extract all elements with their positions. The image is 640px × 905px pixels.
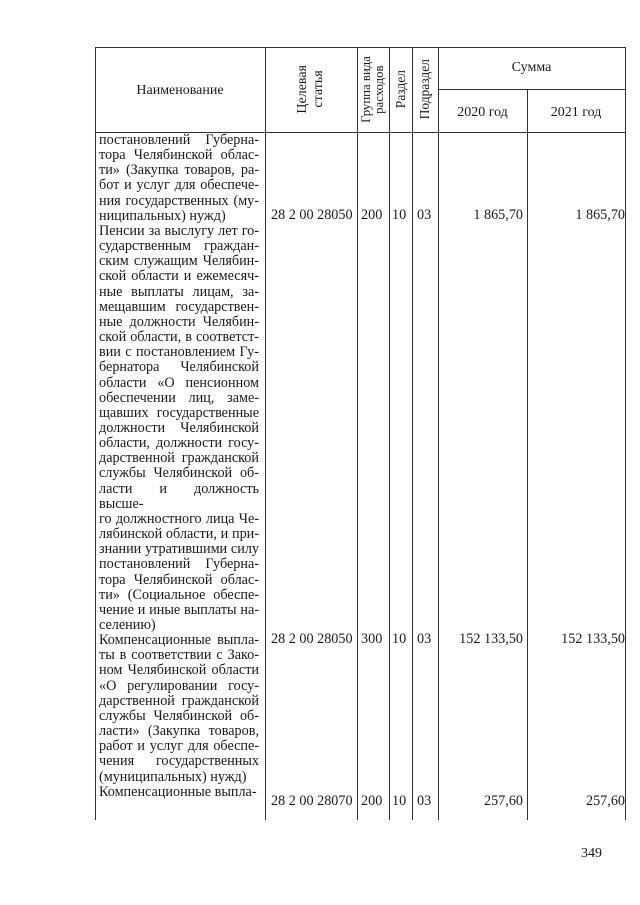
row-2-line-6: ласти» (Закупка товаров,: [99, 723, 259, 740]
row-2-line-7: работ и услуг для обеспе-: [99, 738, 259, 755]
name-column: [99, 133, 259, 800]
row-1-line-12: щавших государственные: [99, 404, 259, 421]
row-2-section: 10: [392, 793, 407, 809]
header-subsection: Подраздел: [417, 59, 432, 120]
row-0-sum-2021: 1 865,70: [575, 207, 625, 223]
row-1-target: 28 2 00 28050: [271, 631, 353, 647]
page-number: 349: [581, 846, 602, 861]
row-2-line-5: службы Челябинской об-: [99, 707, 259, 724]
header-year-2021: 2021 год: [550, 105, 602, 120]
row-1-section: 10: [392, 631, 407, 647]
row-0-line-1: тора Челябинской облас-: [99, 147, 259, 164]
row-1-line-14: области, должности госу-: [99, 435, 259, 452]
row-1-line-10: области «О пенсионном: [99, 374, 259, 391]
row-1-line-23: ти» (Социальное обеспе-: [99, 586, 259, 603]
row-1-line-8: вии с постановлением Гу-: [99, 344, 259, 361]
header-section: Раздел: [392, 70, 408, 109]
row-0-line-0: постановлений Губерна-: [99, 132, 259, 148]
header-section-cell: [389, 47, 412, 132]
header-subsection-cell: [412, 47, 438, 132]
row-2-line-3: «О регулировании госу-: [99, 677, 259, 694]
row-1-line-17: ласти и должность высше-: [99, 480, 259, 512]
row-0-section: 10: [392, 207, 407, 223]
row-1-line-11: обеспечении лиц, заме-: [99, 389, 259, 406]
col-border-subsection: [412, 47, 413, 820]
row-0-sum-2020: 1 865,70: [473, 207, 523, 223]
header-year-2020: 2020 год: [457, 105, 508, 120]
budget-table: [95, 47, 626, 820]
sum-header-divider: [438, 89, 626, 90]
row-0-line-3: бот и услуг для обеспече-: [99, 177, 259, 194]
row-2-target: 28 2 00 28070: [271, 793, 353, 809]
row-1-line-0: Пенсии за выслугу лет го-: [99, 222, 259, 239]
row-2-line-4: дарственной гражданской: [99, 692, 259, 709]
header-group-cell: [357, 47, 389, 132]
row-1-line-13: должности Челябинской: [99, 419, 259, 436]
row-1-line-18: го должностного лица Че-: [99, 510, 259, 527]
row-0-subsection: 03: [417, 207, 432, 223]
header-target-cell: [265, 47, 357, 132]
col-border-right: [625, 47, 626, 820]
header-sum: Сумма: [511, 60, 552, 75]
col-border-section: [389, 47, 390, 820]
header-target: Целевая статья: [295, 65, 326, 114]
row-0-line-2: ти» (Закупка товаров, ра-: [99, 162, 259, 179]
row-1-line-2: ским служащим Челябин-: [99, 253, 259, 270]
row-0-line-4: ния государственных (му-: [99, 192, 259, 209]
row-1-line-19: лябинской области, и при-: [99, 526, 259, 543]
row-1-line-25: селению): [99, 617, 156, 633]
row-1-line-6: ные должности Челябин-: [99, 313, 259, 330]
col-border-year2: [527, 89, 528, 820]
row-1-line-20: знании утратившими силу: [99, 541, 259, 558]
col-border-target: [265, 47, 266, 820]
row-2-line-8: чения государственных: [99, 753, 259, 770]
row-1-line-16: службы Челябинской об-: [99, 465, 259, 482]
header-group: Группа вида расходов: [359, 56, 386, 123]
row-1-line-1: сударственным граждан-: [99, 238, 259, 255]
row-1-line-9: бернатора Челябинской: [99, 359, 259, 376]
row-1-subsection: 03: [417, 631, 432, 647]
row-1-line-22: тора Челябинской облас-: [99, 571, 259, 588]
row-1-line-4: ные выплаты лицам, за-: [99, 283, 259, 300]
row-1-line-5: мещавшим государствен-: [99, 298, 259, 315]
row-0-group: 200: [361, 207, 383, 223]
row-1-line-24: чение и иные выплаты на-: [99, 601, 259, 618]
col-border-left: [95, 47, 96, 820]
row-0-line-5: ниципальных) нужд): [99, 207, 226, 224]
header-name: Наименование: [136, 83, 224, 98]
row-1-line-3: ской области и ежемесяч-: [99, 268, 259, 285]
col-border-sum: [438, 47, 439, 820]
row-2-sum-2020: 257,60: [483, 793, 523, 809]
col-border-group: [357, 47, 358, 820]
row-1-sum-2021: 152 133,50: [561, 631, 625, 647]
row-2-group: 200: [361, 793, 383, 809]
row-1-group: 300: [361, 631, 383, 647]
row-1-line-21: постановлений Губерна-: [99, 556, 259, 573]
row-0-target: 28 2 00 28050: [271, 207, 353, 223]
row-1-line-15: дарственной гражданской: [99, 450, 259, 467]
row-2-line-1: ты в соответствии с Зако-: [99, 647, 259, 664]
row-2-sum-2021: 257,60: [585, 793, 625, 809]
row-3-line-0: Компенсационные выпла-: [99, 783, 257, 800]
row-2-line-9: (муниципальных) нужд): [99, 768, 247, 785]
row-2-subsection: 03: [417, 793, 432, 809]
row-2-line-2: ном Челябинской области: [99, 662, 259, 679]
row-2-line-0: Компенсационные выпла-: [99, 632, 259, 649]
row-1-sum-2020: 152 133,50: [459, 631, 523, 647]
row-1-line-7: ской области, в соответст-: [99, 329, 259, 346]
